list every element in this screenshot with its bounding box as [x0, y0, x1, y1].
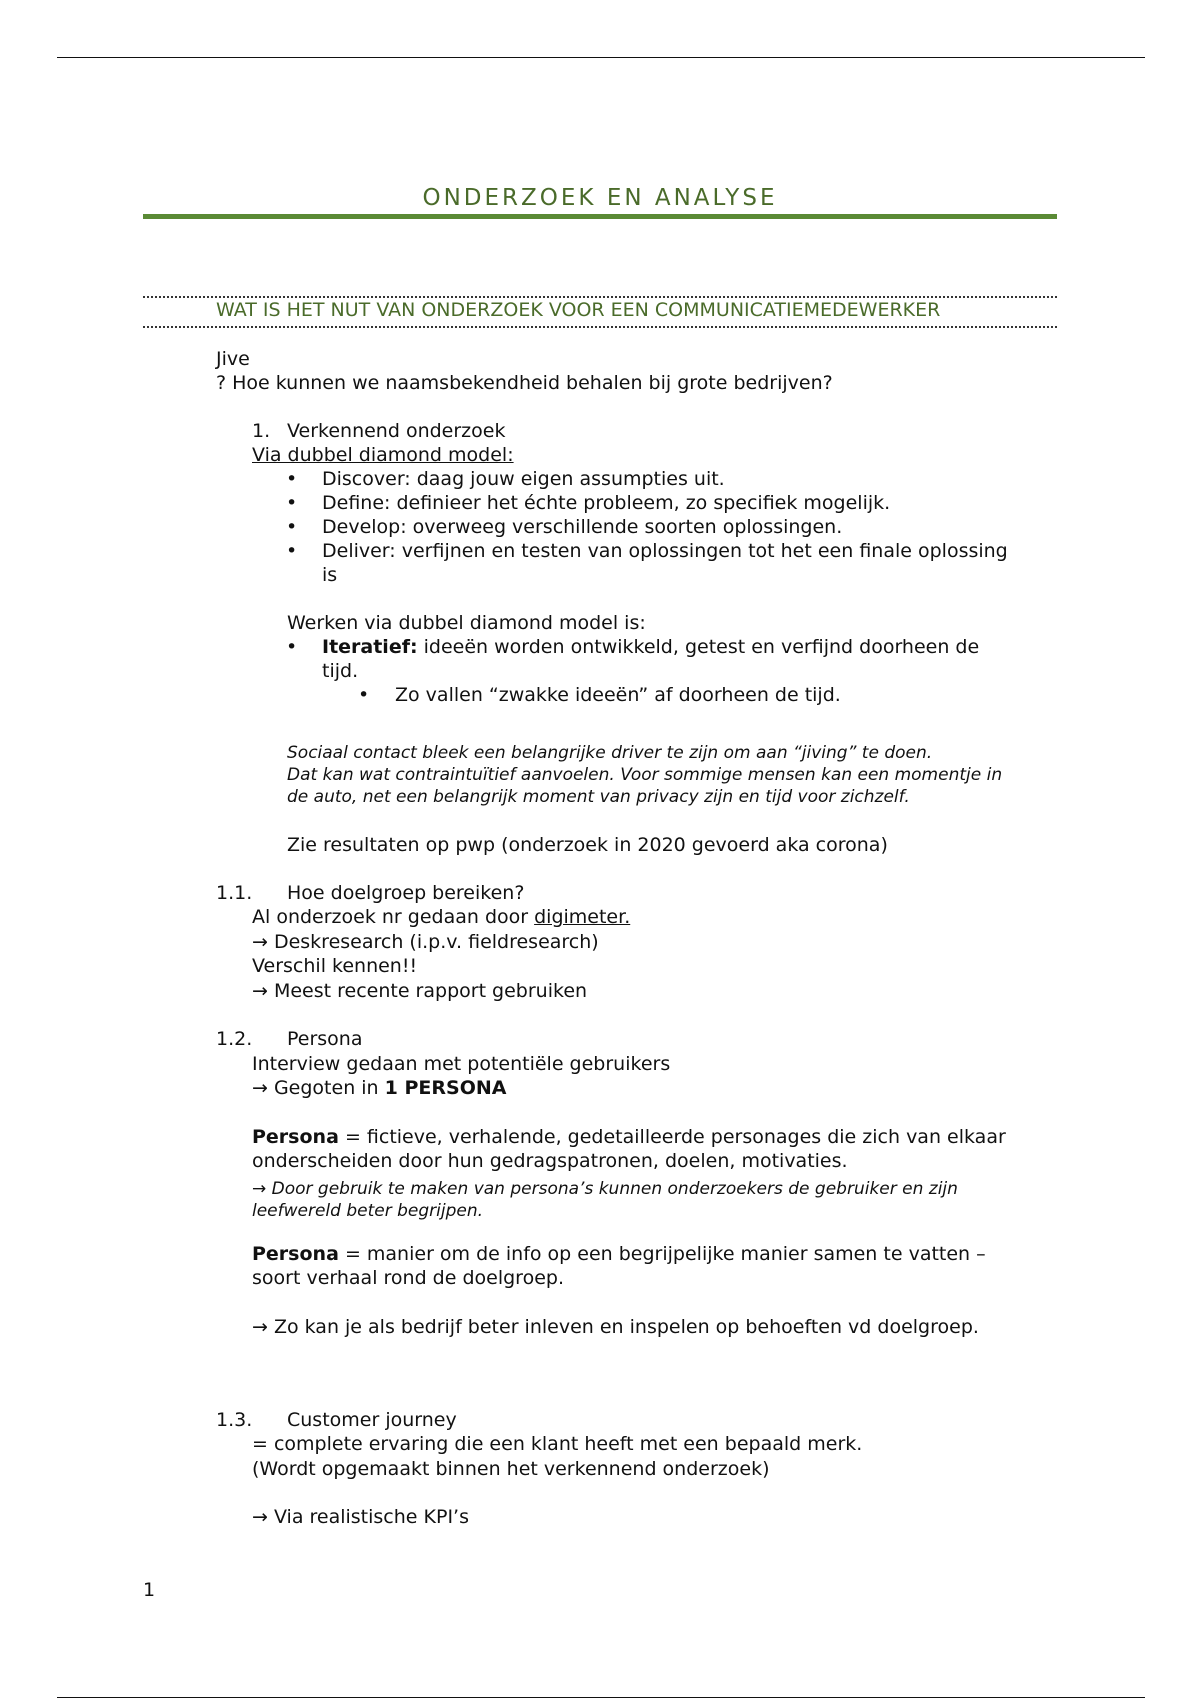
s1-resultaten: Zie resultaten op pwp (onderzoek in 2020 gevoerd aka corona) — [287, 834, 888, 856]
intro-line-1: Jive — [216, 348, 250, 370]
s12-number: 1.2. — [216, 1028, 253, 1050]
intro-line-2: ? Hoe kunnen we naamsbekendheid behalen bij grote bedrijven? — [216, 372, 833, 394]
s1-title: Verkennend onderzoek — [287, 420, 506, 442]
s12-conclusion: → Zo kan je als bedrijf beter inleven en inspelen op behoeften vd doelgroep. — [252, 1316, 979, 1338]
s1-quote-line-1: Sociaal contact bleek een belangrijke driver te zijn om aan “jiving” te doen. — [287, 743, 933, 763]
s13-number: 1.3. — [216, 1409, 253, 1431]
persona-def-2-text: = manier om de info op een begrijpelijke manier samen te vatten – — [338, 1243, 986, 1265]
s11-line-2: → Deskresearch (i.p.v. fieldresearch) — [252, 931, 599, 953]
s11-title: Hoe doelgroep bereiken? — [287, 882, 525, 904]
s12-line-2-bold: 1 PERSONA — [384, 1077, 507, 1099]
s12-title: Persona — [287, 1028, 363, 1050]
persona-def-1-text: = fictieve, verhalende, gedetailleerde personages die zich van elkaar — [338, 1126, 1006, 1148]
bullet-marker: • — [286, 516, 298, 538]
s1-iteratief — [322, 635, 979, 659]
s1-bullet-deliver: Deliver: verfijnen en testen van oplossingen tot het een finale oplossing — [322, 540, 1008, 562]
s12-def-1-cont: onderscheiden door hun gedragspatronen, doelen, motivaties. — [252, 1150, 848, 1172]
s1-iteratief-cont: tijd. — [322, 660, 359, 682]
bullet-marker: • — [286, 636, 298, 658]
s12-def-1 — [252, 1125, 1006, 1149]
s13-line-3: → Via realistische KPI’s — [252, 1506, 469, 1528]
page-number: 1 — [143, 1579, 156, 1601]
digimeter-link[interactable]: digimeter. — [534, 906, 631, 928]
title-underline — [143, 214, 1057, 219]
s13-line-1: = complete ervaring die een klant heeft met een bepaald merk. — [252, 1433, 863, 1455]
s1-via: Via dubbel diamond model: — [252, 444, 514, 466]
section-heading: WAT IS HET NUT VAN ONDERZOEK VOOR EEN COMMUNICATIEMEDEWERKER — [216, 299, 941, 321]
page-title: ONDERZOEK EN ANALYSE — [422, 185, 778, 211]
s1-bullet-define: Define: definieer het échte probleem, zo specifiek mogelijk. — [322, 492, 891, 514]
bullet-marker: • — [286, 468, 298, 490]
s11-number: 1.1. — [216, 882, 253, 904]
s12-line-1: Interview gedaan met potentiële gebruikers — [252, 1053, 671, 1075]
s11-line-4: → Meest recente rapport gebruiken — [252, 980, 588, 1002]
bullet-marker: • — [286, 540, 298, 562]
s11-line-3: Verschil kennen!! — [252, 955, 418, 977]
s1-sub-bullet: Zo vallen “zwakke ideeën” af doorheen de tijd. — [395, 684, 841, 706]
s1-bullet-develop: Develop: overweeg verschillende soorten oplossingen. — [322, 516, 843, 538]
s12-def-1-note-1: → Door gebruik te maken van persona’s kunnen onderzoekers de gebruiker en zijn — [252, 1179, 958, 1199]
s11-line-1 — [252, 905, 630, 929]
persona-term: Persona — [252, 1243, 339, 1265]
persona-term: Persona — [252, 1126, 339, 1148]
bullet-marker: • — [286, 492, 298, 514]
s1-quote-line-2: Dat kan wat contraintuïtief aanvoelen. Voor sommige mensen kan een momentje in — [287, 765, 1003, 785]
bullet-marker: • — [358, 684, 370, 706]
page-bottom-rule — [57, 1697, 1145, 1698]
s13-title: Customer journey — [287, 1409, 457, 1431]
s12-def-2-cont: soort verhaal rond de doelgroep. — [252, 1267, 564, 1289]
s1-bullet-deliver-cont: is — [322, 564, 338, 586]
iteratief-term: Iteratief: — [322, 636, 418, 658]
s1-quote-line-3: de auto, net een belangrijk moment van privacy zijn en tijd voor zichzelf. — [287, 787, 910, 807]
s11-line-1-text: Al onderzoek nr gedaan door — [252, 906, 535, 928]
s1-bullet-discover: Discover: daag jouw eigen assumpties uit. — [322, 468, 725, 490]
iteratief-text: ideeën worden ontwikkeld, getest en verfijnd doorheen de — [417, 636, 980, 658]
s1-number: 1. — [252, 420, 271, 442]
s12-def-1-note-2: leefwereld beter begrijpen. — [252, 1201, 484, 1221]
page-top-rule — [57, 57, 1145, 58]
s12-def-2 — [252, 1242, 986, 1266]
s1-werken: Werken via dubbel diamond model is: — [287, 612, 646, 634]
s12-line-2 — [252, 1076, 506, 1100]
s12-line-2-text: → Gegoten in — [252, 1077, 385, 1099]
s13-line-2: (Wordt opgemaakt binnen het verkennend onderzoek) — [252, 1458, 770, 1480]
